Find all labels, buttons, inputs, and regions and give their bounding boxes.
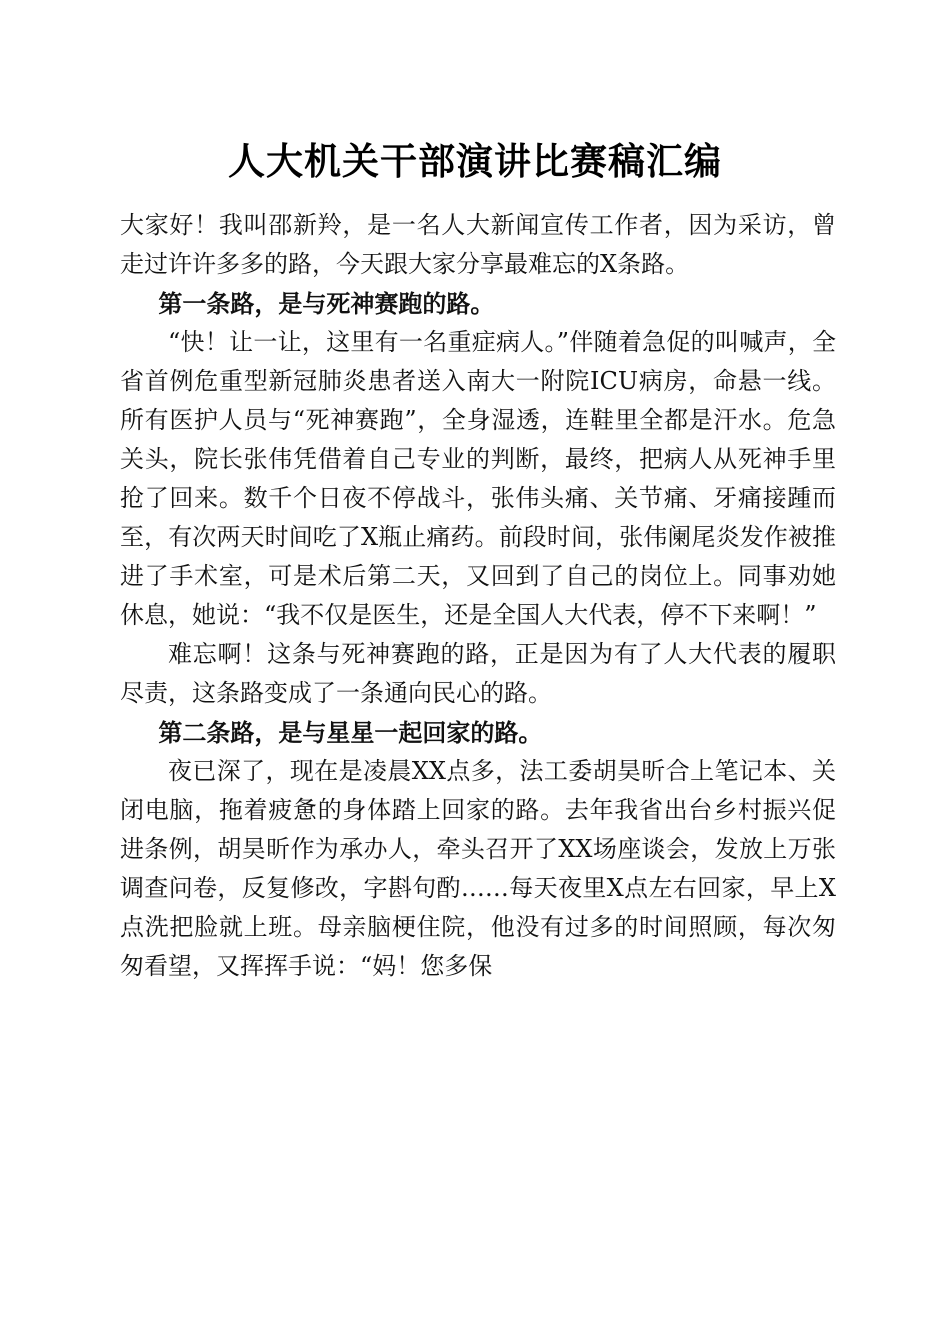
- body-paragraph: 夜已深了，现在是凌晨XX点多，法工委胡昊昕合上笔记本、关闭电脑，拖着疲惫的身体踏上回家的路。去年我省出台乡村振兴促进条例，胡昊昕作为承办人，牵头召开了XX场座谈会，发放上万张调查问卷，反复修改，字斟句酌……每天夜里X点左右回家，早上X点洗把脸就上班。母亲脑梗住院，他没有过多的时间照顾，每次匆匆看望，又挥挥手说：“妈！您多保: [120, 757, 836, 980]
- body-paragraph: 难忘啊！这条与死神赛跑的路，正是因为有了人大代表的履职尽责，这条路变成了一条通向民心的路。: [120, 640, 836, 707]
- section-heading-road-1: 第一条路，是与死神赛跑的路。: [158, 289, 495, 318]
- document-body: [120, 206, 836, 986]
- section-heading-road-2: 第二条路，是与星星一起回家的路。: [158, 718, 543, 747]
- intro-paragraph: 大家好！我叫邵新羚，是一名人大新闻宣传工作者，因为采访，曾走过许许多多的路，今天跟大家分享最难忘的X条路。: [120, 211, 836, 278]
- document-title: 人大机关干部演讲比赛稿汇编: [228, 139, 722, 183]
- body-paragraph: “快！让一让，这里有一名重症病人。”伴随着急促的叫喊声，全省首例危重型新冠肺炎患者送入南大一附院ICU病房，命悬一线。所有医护人员与“死神赛跑”，全身湿透，连鞋里全都是汗水。危急关头，院长张伟凭借着自己专业的判断，最终，把病人从死神手里抢了回来。数千个日夜不停战斗，张伟头痛、关节痛、牙痛接踵而至，有次两天时间吃了X瓶止痛药。前段时间，张伟阑尾炎发作被推进了手术室，可是术后第二天，又回到了自己的岗位上。同事劝她休息，她说：“我不仅是医生，还是全国人大代表，停不下来啊！”: [120, 328, 836, 629]
